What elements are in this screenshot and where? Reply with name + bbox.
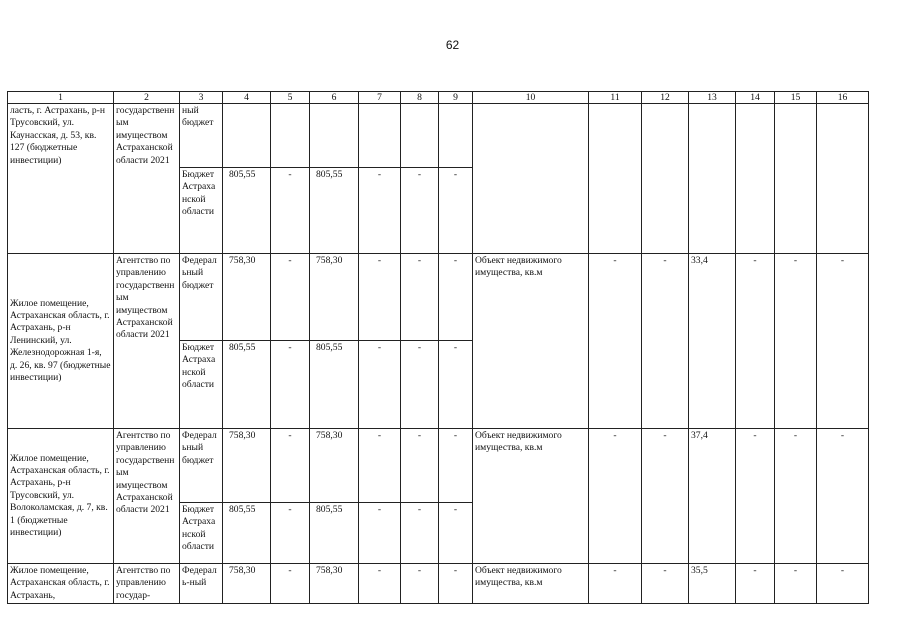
value-cell: - (359, 254, 401, 341)
object-type-cell: Объект недвижимого имущества, кв.м (473, 429, 589, 564)
area-cell: 37,4 (689, 429, 736, 564)
value-cell: - (589, 564, 642, 604)
agency-cell: Агентство по управлению государ- (114, 564, 180, 604)
page-number: 62 (445, 38, 460, 52)
value-cell: - (642, 564, 689, 604)
value-cell: 758,30 (223, 254, 271, 341)
value-cell: - (736, 429, 775, 564)
column-header: 8 (401, 92, 439, 104)
table-row (8, 104, 869, 168)
value-cell: - (736, 564, 775, 604)
value-cell: - (589, 429, 642, 564)
column-header: 13 (689, 92, 736, 104)
area-cell (689, 104, 736, 254)
value-cell (401, 104, 439, 168)
value-cell: - (401, 429, 439, 503)
value-cell: - (817, 254, 869, 429)
budget-cell: ный бюджет (180, 104, 223, 168)
value-cell: - (359, 168, 401, 254)
value-cell: 758,30 (310, 564, 359, 604)
value-cell: - (439, 341, 473, 429)
value-cell: - (401, 564, 439, 604)
address-cell: Жилое помещение, Астраханская область, г. Астрахань, р-н Ленинский, ул. Железнодорожная 1-я, д. 26, кв. 97 (бюджетные инвестиции) (8, 254, 114, 429)
column-header: 3 (180, 92, 223, 104)
value-cell: - (359, 341, 401, 429)
value-cell: - (271, 429, 310, 503)
value-cell: - (401, 168, 439, 254)
value-cell: - (359, 429, 401, 503)
value-cell (271, 104, 310, 168)
value-cell: - (439, 429, 473, 503)
value-cell (775, 104, 817, 254)
value-cell: - (439, 168, 473, 254)
column-header: 10 (473, 92, 589, 104)
budget-table (7, 91, 869, 604)
value-cell: 805,55 (223, 503, 271, 564)
value-cell: - (817, 429, 869, 564)
table-row (8, 564, 869, 604)
value-cell: - (401, 341, 439, 429)
value-cell: - (271, 168, 310, 254)
area-cell: 35,5 (689, 564, 736, 604)
value-cell: 805,55 (310, 168, 359, 254)
agency-cell: государственным имуществом Астраханской области 2021 (114, 104, 180, 254)
value-cell: - (439, 254, 473, 341)
value-cell: 758,30 (223, 429, 271, 503)
column-header: 16 (817, 92, 869, 104)
value-cell: - (589, 254, 642, 429)
value-cell (310, 104, 359, 168)
table-row (8, 429, 869, 503)
value-cell: 805,55 (310, 503, 359, 564)
column-header: 2 (114, 92, 180, 104)
column-header: 14 (736, 92, 775, 104)
value-cell (359, 104, 401, 168)
value-cell: - (775, 254, 817, 429)
column-header: 15 (775, 92, 817, 104)
value-cell: - (271, 341, 310, 429)
budget-cell: Федеральный бюджет (180, 429, 223, 503)
value-cell: 805,55 (223, 168, 271, 254)
budget-cell: Бюджет Астраханской области (180, 503, 223, 564)
value-cell: 805,55 (310, 341, 359, 429)
column-header: 7 (359, 92, 401, 104)
value-cell: - (359, 564, 401, 604)
area-cell: 33,4 (689, 254, 736, 429)
value-cell: - (642, 429, 689, 564)
object-type-cell (473, 104, 589, 254)
value-cell: - (439, 564, 473, 604)
budget-cell: Федеральный бюджет (180, 254, 223, 341)
value-cell: - (736, 254, 775, 429)
agency-cell: Агентство по управлению государственным имуществом Астраханской области 2021 (114, 254, 180, 429)
value-cell: - (271, 564, 310, 604)
value-cell: 758,30 (310, 429, 359, 503)
table-row (8, 254, 869, 341)
value-cell: - (642, 254, 689, 429)
value-cell: 758,30 (310, 254, 359, 341)
object-type-cell: Объект недвижимого имущества, кв.м (473, 254, 589, 429)
value-cell: - (817, 564, 869, 604)
column-header: 11 (589, 92, 642, 104)
value-cell: - (359, 503, 401, 564)
column-header: 12 (642, 92, 689, 104)
address-cell: ласть, г. Астрахань, р-н Трусовский, ул. Каунасская, д. 53, кв. 127 (бюджетные инвестиции) (8, 104, 114, 254)
column-header: 1 (8, 92, 114, 104)
value-cell (817, 104, 869, 254)
header-row (8, 92, 869, 104)
value-cell: - (401, 254, 439, 341)
value-cell (589, 104, 642, 254)
value-cell: 805,55 (223, 341, 271, 429)
budget-cell: Бюджет Астраханской области (180, 168, 223, 254)
object-type-cell: Объект недвижимого имущества, кв.м (473, 564, 589, 604)
budget-cell: Бюджет Астраханской области (180, 341, 223, 429)
value-cell (642, 104, 689, 254)
column-header: 5 (271, 92, 310, 104)
value-cell (223, 104, 271, 168)
value-cell (439, 104, 473, 168)
column-header: 9 (439, 92, 473, 104)
value-cell: - (439, 503, 473, 564)
value-cell (736, 104, 775, 254)
value-cell: - (401, 503, 439, 564)
agency-cell: Агентство по управлению государственным имуществом Астраханской области 2021 (114, 429, 180, 564)
column-header: 4 (223, 92, 271, 104)
address-cell: Жилое помещение, Астраханская область, г. Астрахань, р-н Трусовский, ул. Волоколамская, д. 7, кв. 1 (бюджетные инвестиции) (8, 429, 114, 564)
value-cell: - (271, 254, 310, 341)
value-cell: - (775, 564, 817, 604)
value-cell: 758,30 (223, 564, 271, 604)
value-cell: - (271, 503, 310, 564)
value-cell: - (775, 429, 817, 564)
budget-cell: Федераль-ный (180, 564, 223, 604)
address-cell: Жилое помещение, Астраханская область, г. Астрахань, (8, 564, 114, 604)
column-header: 6 (310, 92, 359, 104)
